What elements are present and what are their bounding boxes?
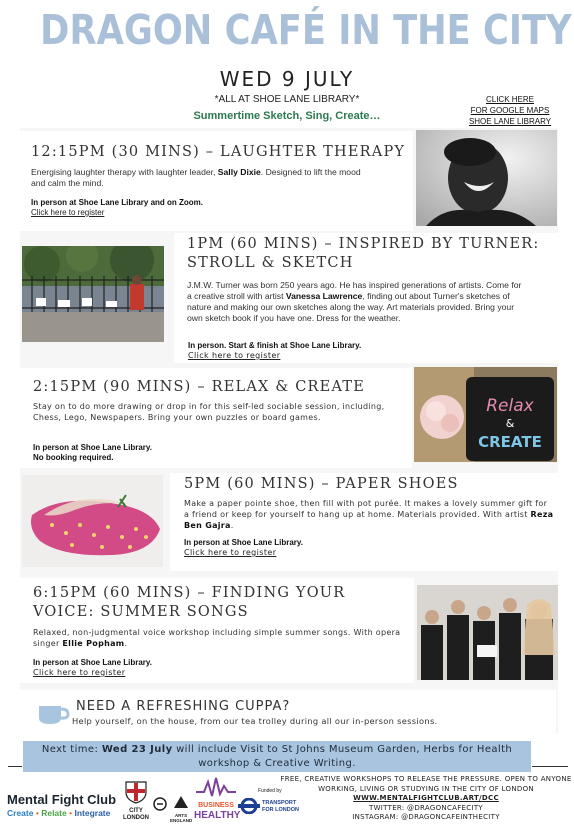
website-link[interactable]: WWW.MENTALFIGHTCLUB.ART/DCC <box>353 794 499 802</box>
register-link[interactable]: Click here to register <box>33 668 126 677</box>
svg-text:CREATE: CREATE <box>478 433 542 451</box>
business-logo-text-1: BUSINESS <box>198 802 234 809</box>
footer-info <box>280 775 572 823</box>
city-logo-text: CITY <box>129 808 143 814</box>
arts-council-icon <box>152 796 168 818</box>
map-link-line-1[interactable]: CLICK HERE <box>485 95 534 104</box>
mental-fight-club-tagline: Create • Relate • Integrate <box>7 808 111 818</box>
relax-create-photo <box>414 367 557 462</box>
event-description: Make a paper pointe shoe, then fill with pot purée. It makes a lovely summer gift for a friend or keep for yourself to hang up at home. Materials provided. With artist Reza Ben Gajra. <box>184 499 554 530</box>
small-partner-logo <box>170 794 192 822</box>
mental-fight-club-logo: Mental Fight Club <box>7 792 117 807</box>
event-title: 6:15PM (60 MINS) – FINDING YOUR VOICE: SUMMER SONGS <box>33 585 346 620</box>
event-location: In person at Shoe Lane Library. <box>33 658 152 667</box>
tagline: Summertime Sketch, Sing, Create… <box>193 110 381 122</box>
svg-text:Relax: Relax <box>486 396 534 416</box>
small-logo-text-2: ENGLAND <box>170 818 193 823</box>
cuppa-title: NEED A REFRESHING CUPPA? <box>76 699 291 714</box>
business-logo-text-2: HEALTHY <box>194 810 241 821</box>
register-link[interactable]: Click here to register <box>31 208 105 217</box>
business-healthy-logo <box>194 776 241 822</box>
divider-left <box>8 766 22 767</box>
city-logo-text-2: LONDON <box>123 815 149 821</box>
choir-photo <box>417 585 558 680</box>
small-logo-text-1: ARTS <box>174 813 188 818</box>
cuppa-text: Help yourself, on the house, from our tea trolley during all our in-person sessions. <box>72 716 438 726</box>
svg-text:&: & <box>505 417 515 430</box>
tfl-text-1: TRANSPORT <box>262 800 297 806</box>
event-date: WED 9 JULY <box>219 67 355 91</box>
event-description: J.M.W. Turner was born 250 years ago. He has inspired generations of artists. Come for a creative stroll with artist Vanessa Lawrence, finding out about Turner's sketches of nature and making our own sketches along the way. Art materials provided. Bring your own sketch book if you have one. Dress for the weather. <box>187 280 522 323</box>
event-location: In person at Shoe Lane Library and on Zoom. <box>31 198 204 207</box>
funded-by-label: Funded by <box>258 788 282 794</box>
paper-shoe-photo <box>22 475 163 567</box>
laughing-man-photo <box>416 130 557 226</box>
next-time-banner: Next time: Wed 23 July will include Visit to St Johns Museum Garden, Herbs for Health workshop & Creative Writing. <box>23 741 531 772</box>
event-description: Energising laughter therapy with laughter leader, Sally Dixie. Designed to lift the mood and calm the mind. <box>31 167 361 188</box>
event-booking-note: No booking required. <box>33 453 114 462</box>
register-link[interactable]: Click here to register <box>188 351 281 360</box>
venue-note: *ALL AT SHOE LANE LIBRARY* <box>214 94 360 105</box>
page-title: DRAGON CAFÉ IN THE CITY <box>40 6 572 54</box>
twitter-handle[interactable]: TWITTER: @DRAGONCAFECITY <box>369 803 483 812</box>
event-location: In person at Shoe Lane Library. <box>184 538 303 547</box>
event-description: Relaxed, non-judgmental voice workshop including simple summer songs. With opera singer Ellie Popham. <box>33 628 401 648</box>
register-link[interactable]: Click here to register <box>184 548 277 557</box>
event-title: 12:15PM (30 MINS) – LAUGHTER THERAPY <box>31 144 406 160</box>
city-of-london-crest-icon <box>122 780 150 824</box>
tfl-text-2: FOR LONDON <box>262 807 299 813</box>
event-title: 2:15PM (90 MINS) – RELAX & CREATE <box>33 379 365 395</box>
divider-right <box>532 766 568 767</box>
map-link-line-3[interactable]: SHOE LANE LIBRARY <box>468 117 552 126</box>
map-link-line-2[interactable]: FOR GOOGLE MAPS <box>470 106 550 115</box>
footer-description: FREE, CREATIVE WORKSHOPS TO RELEASE THE PRESSURE. OPEN TO ANYONE WORKING, LIVING OR STUDYING IN THE CITY OF LONDON <box>280 775 572 793</box>
sketching-photo <box>22 246 164 342</box>
event-location: In person at Shoe Lane Library. <box>33 443 152 452</box>
event-description: Stay on to do more drawing or drop in for this self-led sociable session, including, Chess, Lego, Newspapers. Bring your own puzzles or board games. <box>33 402 385 422</box>
event-location: In person. Start & finish at Shoe Lane Library. <box>188 341 362 350</box>
event-title: 5PM (60 MINS) – PAPER SHOES <box>184 476 459 492</box>
tea-cup-icon <box>37 702 71 726</box>
google-maps-link[interactable] <box>460 94 560 127</box>
instagram-handle[interactable]: INSTAGRAM: @DRAGONCAFEINTHECITY <box>352 813 500 821</box>
event-title: 1PM (60 MINS) – INSPIRED BY TURNER: STROLL & SKETCH <box>187 236 540 271</box>
